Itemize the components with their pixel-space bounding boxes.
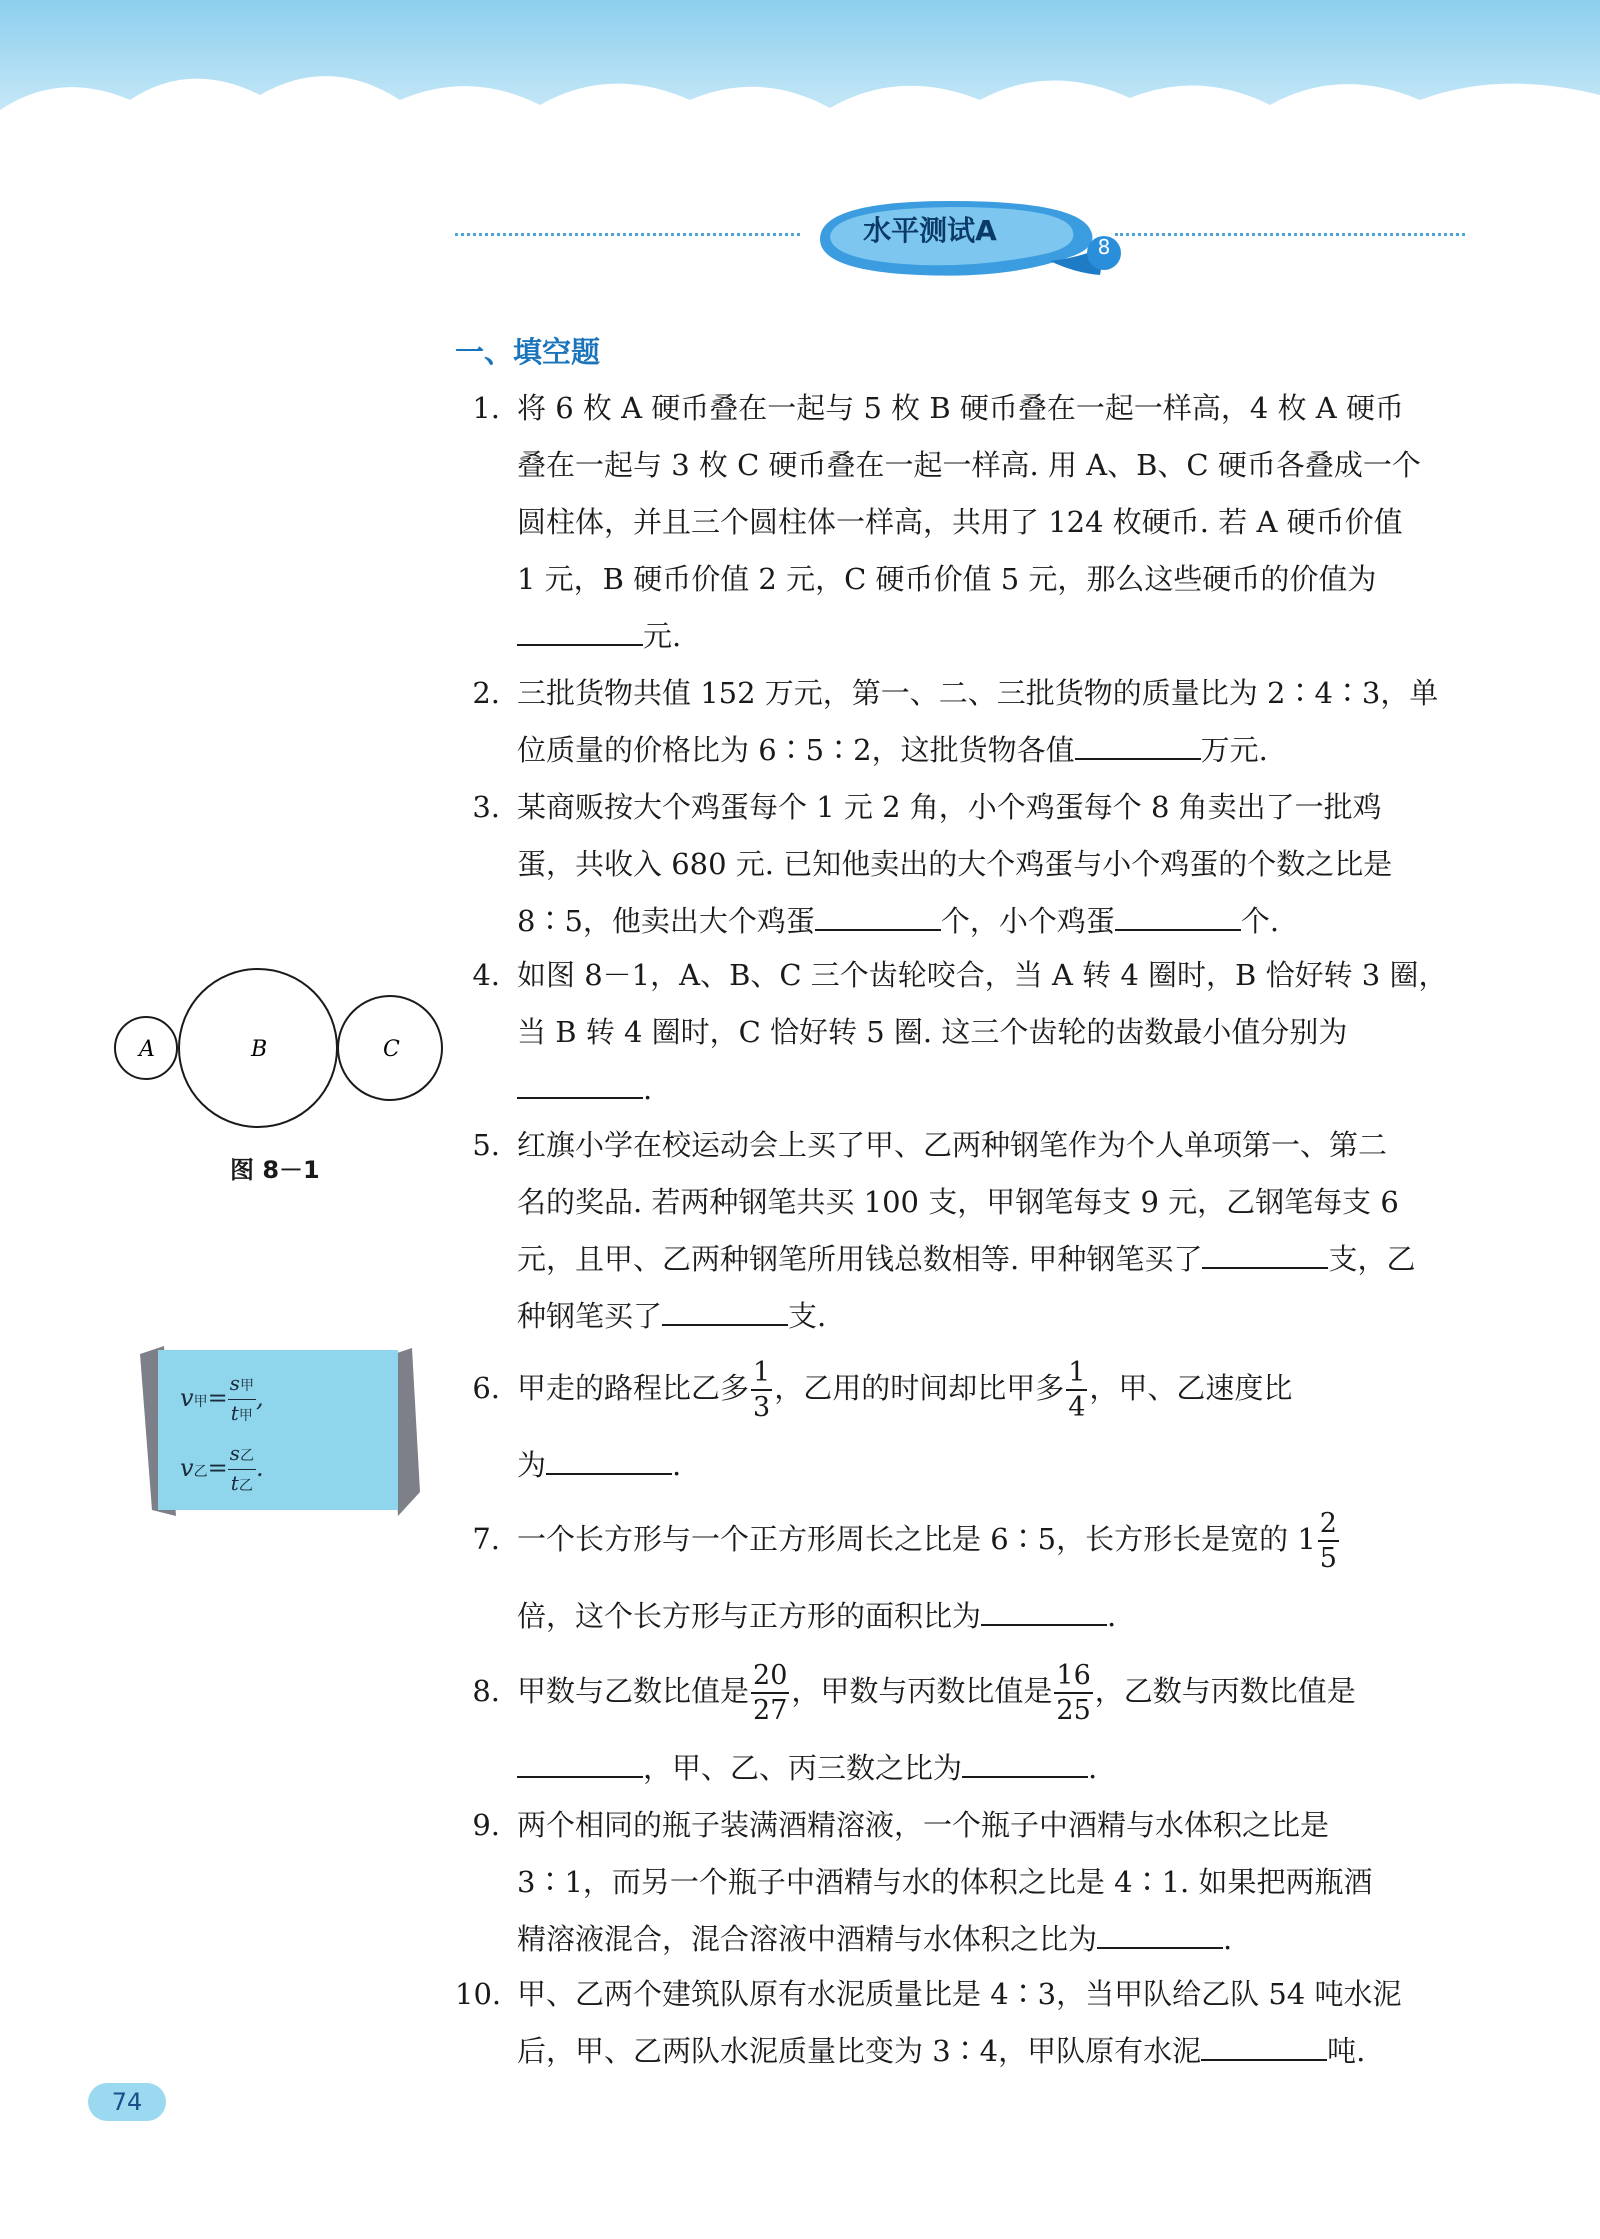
question-7 <box>455 1506 1465 1649</box>
answer-blank[interactable] <box>815 928 941 931</box>
fraction-denominator: 3 <box>753 1392 771 1423</box>
answer-blank[interactable] <box>1202 1266 1328 1269</box>
question-number: 2. <box>472 676 500 710</box>
answer-blank[interactable] <box>517 1096 643 1099</box>
question-text: ，甲、乙、丙三数之比为 <box>643 1751 963 1785</box>
fraction-numerator: 16 <box>1054 1659 1092 1694</box>
question-number: 10. <box>455 1977 502 2011</box>
answer-blank[interactable] <box>546 1472 672 1475</box>
question-line: 圆柱体，并且三个圆柱体一样高，共用了 124 枚硬币. 若 A 硬币价值 <box>517 505 1403 539</box>
question-6 <box>455 1355 1465 1498</box>
question-1 <box>455 380 1465 665</box>
question-text: 倍，这个长方形与正方形的面积比为 <box>517 1599 982 1633</box>
fraction-denominator: 27 <box>753 1695 788 1726</box>
question-line: 个，小个鸡蛋 <box>940 904 1115 938</box>
question-text: 甲走的路程比乙多 <box>517 1371 750 1405</box>
question-line: 将 6 枚 A 硬币叠在一起与 5 枚 B 硬币叠在一起一样高，4 枚 A 硬币 <box>517 391 1404 425</box>
question-3 <box>455 779 1465 950</box>
question-line: 两个相同的瓶子装满酒精溶液，一个瓶子中酒精与水体积之比是 <box>517 1808 1330 1842</box>
question-number: 4. <box>472 958 500 992</box>
fraction <box>1318 1507 1339 1575</box>
question-line: 如图 8－1，A、B、C 三个齿轮咬合，当 A 转 4 圈时，B 恰好转 3 圈， <box>517 958 1448 992</box>
question-line: 某商贩按大个鸡蛋每个 1 元 2 角，小个鸡蛋每个 8 角卖出了一批鸡 <box>517 790 1382 824</box>
fraction-denominator: 25 <box>1056 1695 1091 1726</box>
question-number: 7. <box>472 1522 500 1556</box>
fraction <box>751 1659 789 1727</box>
question-text: . <box>1088 1751 1098 1785</box>
question-5 <box>455 1117 1465 1345</box>
speed-formula-jia: v甲= s甲 t甲 , <box>180 1371 264 1425</box>
gear-label-a: A <box>139 1037 155 1062</box>
question-text: ，甲数与丙数比值是 <box>791 1674 1053 1708</box>
question-2 <box>455 665 1465 779</box>
fraction <box>751 1356 772 1424</box>
fraction <box>1066 1356 1087 1424</box>
answer-blank[interactable] <box>517 1775 643 1778</box>
question-text: 一个长方形与一个正方形周长之比是 6∶5，长方形长是宽的 1 <box>517 1522 1316 1556</box>
question-line: 元. <box>643 619 682 653</box>
figure-caption: 图 8－1 <box>230 1156 320 1184</box>
answer-blank[interactable] <box>981 1623 1107 1626</box>
question-number: 9. <box>472 1808 500 1842</box>
formula-note-card <box>140 1340 420 1520</box>
question-line: 三批货物共值 152 万元，第一、二、三批货物的质量比为 2∶4∶3，单 <box>517 676 1439 710</box>
question-4 <box>455 947 1465 1118</box>
question-line: 3∶1，而另一个瓶子中酒精与水的体积之比是 4∶1. 如果把两瓶酒 <box>517 1865 1373 1899</box>
question-line: 万元. <box>1200 733 1268 767</box>
question-line: 8∶5，他卖出大个鸡蛋 <box>517 904 815 938</box>
question-number: 6. <box>472 1371 500 1405</box>
question-10 <box>455 1966 1465 2080</box>
answer-blank[interactable] <box>517 643 643 646</box>
question-text: 为 <box>517 1448 547 1482</box>
fraction-numerator: 1 <box>751 1356 772 1391</box>
fraction-numerator: 1 <box>1066 1356 1087 1391</box>
question-line: 当 B 转 4 圈时，C 恰好转 5 圈. 这三个齿轮的齿数最小值分别为 <box>517 1015 1348 1049</box>
fraction <box>1054 1659 1092 1727</box>
answer-blank[interactable] <box>1075 757 1201 760</box>
fraction-numerator: 20 <box>751 1659 789 1694</box>
answer-blank[interactable] <box>1115 928 1241 931</box>
question-8 <box>455 1658 1465 1801</box>
question-9 <box>455 1797 1465 1968</box>
answer-blank[interactable] <box>962 1775 1088 1778</box>
header-title: 水平测试A <box>863 214 997 247</box>
chapter-badge: 8 <box>1097 235 1111 259</box>
question-line: 位质量的价格比为 6∶5∶2，这批货物各值 <box>517 733 1075 767</box>
answer-blank[interactable] <box>662 1323 788 1326</box>
question-line: 个. <box>1240 904 1280 938</box>
question-line: . <box>643 1072 653 1106</box>
question-number: 8. <box>472 1674 500 1708</box>
question-text: . <box>1107 1599 1117 1633</box>
question-line: 红旗小学在校运动会上买了甲、乙两种钢笔作为个人单项第一、第二 <box>517 1128 1388 1162</box>
page-number: 74 <box>88 2083 166 2121</box>
header-dotted-line-left <box>455 233 800 236</box>
fraction-denominator: 5 <box>1319 1543 1337 1574</box>
question-line: 名的奖品. 若两种钢笔共买 100 支，甲钢笔每支 9 元，乙钢笔每支 6 <box>517 1185 1399 1219</box>
gear-label-b: B <box>251 1037 268 1062</box>
question-line: 蛋，共收入 680 元. 已知他卖出的大个鸡蛋与小个鸡蛋的个数之比是 <box>517 847 1393 881</box>
question-line: 1 元，B 硬币价值 2 元，C 硬币价值 5 元，那么这些硬币的价值为 <box>517 562 1377 596</box>
question-text: ，乙用的时间却比甲多 <box>774 1371 1065 1405</box>
question-line: 支，乙 <box>1328 1242 1416 1276</box>
question-line: 吨. <box>1327 2034 1366 2068</box>
question-text: ，乙数与丙数比值是 <box>1094 1674 1356 1708</box>
question-number: 5. <box>472 1128 500 1162</box>
section-header <box>455 195 1465 275</box>
section-title: 一、填空题 <box>455 335 601 369</box>
question-line: 叠在一起与 3 枚 C 硬币叠在一起一样高. 用 A、B、C 硬币各叠成一个 <box>517 448 1421 482</box>
fraction-numerator: 2 <box>1318 1507 1339 1542</box>
answer-blank[interactable] <box>1201 2058 1327 2061</box>
sky-cloud-decoration <box>0 0 1600 150</box>
question-text: 甲数与乙数比值是 <box>517 1674 750 1708</box>
answer-blank[interactable] <box>1097 1946 1223 1949</box>
gear-label-c: C <box>383 1037 400 1062</box>
question-line: 种钢笔买了 <box>517 1299 663 1333</box>
fraction-denominator: 4 <box>1068 1392 1086 1423</box>
question-line: 后，甲、乙两队水泥质量比变为 3∶4，甲队原有水泥 <box>517 2034 1202 2068</box>
question-line: 精溶液混合，混合溶液中酒精与水体积之比为 <box>517 1922 1098 1956</box>
question-line: 甲、乙两个建筑队原有水泥质量比是 4∶3，当甲队给乙队 54 吨水泥 <box>517 1977 1402 2011</box>
question-text: ，甲、乙速度比 <box>1089 1371 1293 1405</box>
speed-formula-yi: v乙= s乙 t乙 . <box>180 1441 264 1495</box>
question-line: 支. <box>788 1299 827 1333</box>
question-line: . <box>1223 1922 1233 1956</box>
question-number: 1. <box>472 391 500 425</box>
gear-figure <box>110 960 450 1140</box>
question-line: 元，且甲、乙两种钢笔所用钱总数相等. 甲种钢笔买了 <box>517 1242 1203 1276</box>
header-dotted-line-right <box>1115 233 1465 236</box>
question-number: 3. <box>472 790 500 824</box>
question-text: . <box>672 1448 682 1482</box>
